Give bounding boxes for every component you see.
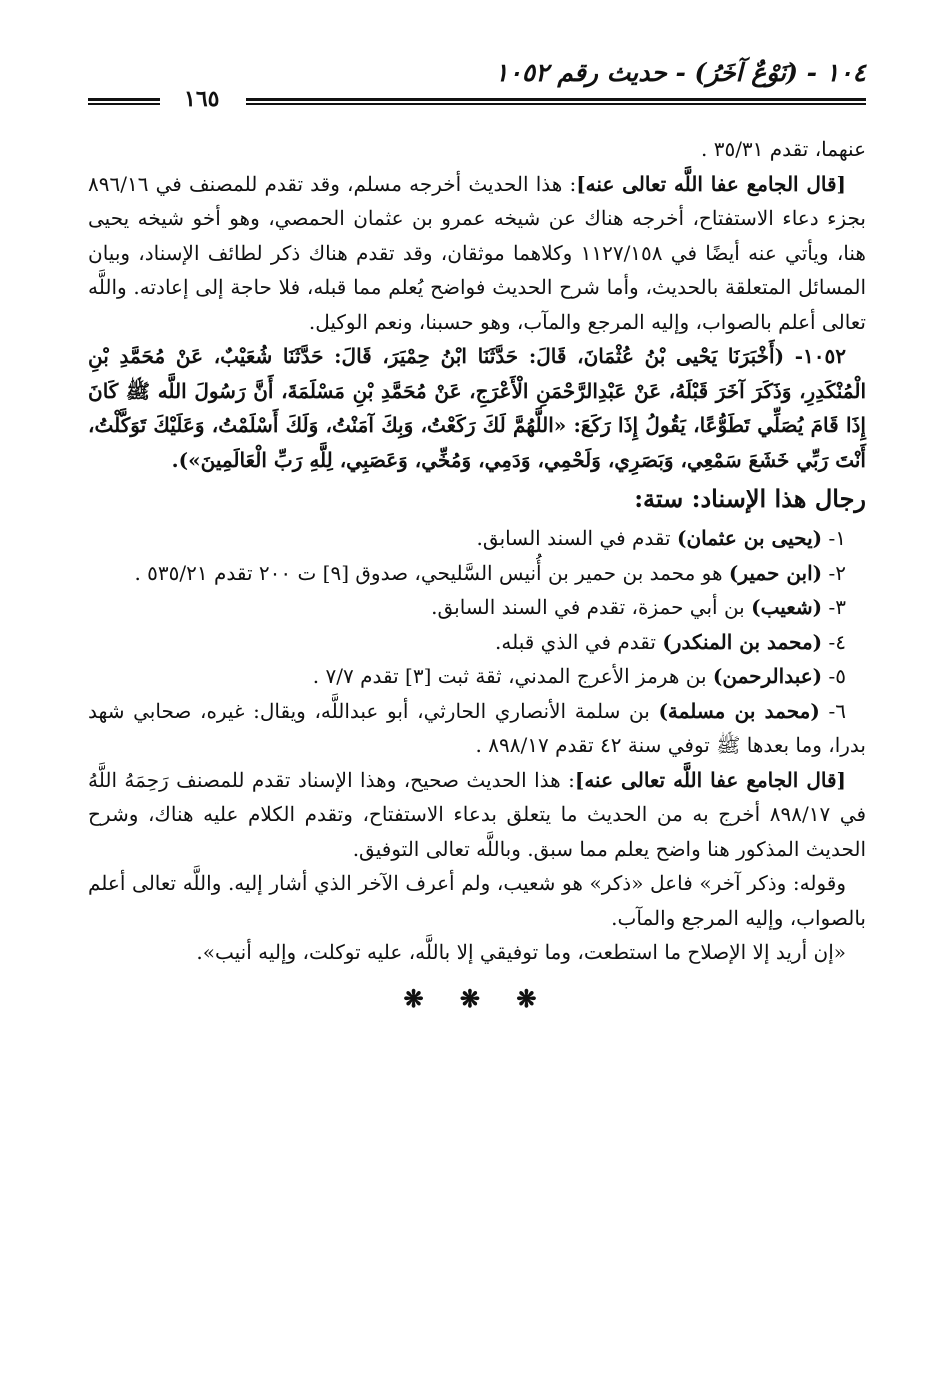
header-rule-short [88,98,160,105]
running-title: ١٠٤ - (نَوْعٌ آخَرُ) - حديث رقم ١٠٥٢ [494,58,866,87]
narrator-info: هو محمد بن حمير بن أُنيس السَّليحي، صدوق [٩] ت ٢٠٠ تقدم ٥٣٥/٢١ . [134,560,729,585]
narrator-item [88,659,866,694]
narrator-item [88,521,866,556]
commentary-lead: [قال الجامع عفا اللَّه تعالى عنه] [574,767,846,792]
narrator-info: تقدم في الذي قبله. [495,629,663,654]
hadith-text: ١٠٥٢- (أَخْبَرَنَا يَحْيى بْنُ عُثْمَانَ، قَالَ: حَدَّثَنَا ابْنُ حِمْيَرَ، قَالَ: حَدَّثَنَا شُعَيْبٌ، عَنْ مُحَمَّدِ بْنِ الْمُنْكَدِرِ، وَذَكَرَ آخَرَ قَبْلَهُ، عَنْ عَبْدِالرَّحْمَنِ الْأَعْرَجِ، عَنْ مُحَمَّدِ بْنِ مَسْلَمَةَ، أَنَّ رَسُولَ اللَّه ﷺ كَانَ إِذَا قَامَ يُصَلِّي تَطَوُّعًا، يَقُولُ إِذَا رَكَعَ: «اللَّهُمَّ لَكَ رَكَعْتُ، وَبِكَ آمَنْتُ، وَلَكَ أَسْلَمْتُ، وَعَلَيْكَ تَوَكَّلْتُ، أَنْتَ رَبِّي خَشَعَ سَمْعِي، وَبَصَرِي، وَلَحْمِي، وَدَمِي، وَمُخِّي، وَعَصَبِي، لِلَّهِ رَبِّ الْعَالَمِينَ»). [88,344,866,472]
narrator-number: ٥- [822,664,846,688]
narrator-name: (عبدالرحمن) [712,664,823,688]
narrator-number: ٤- [822,629,846,654]
commentary-lead: [قال الجامع عفا اللَّه تعالى عنه] [576,171,846,196]
narrator-info: بن أبي حمزة، تقدم في السند السابق. [431,595,752,619]
section-title: رجال هذا الإسناد: ستة: [634,484,866,513]
narrator-number: ١- [822,526,846,550]
narrator-item [88,556,866,591]
narrator-number: ٢- [822,560,846,585]
paragraph-continuation: عنهما، تقدم ٣٥/٣١ . [700,137,866,161]
narrator-item [88,625,866,660]
narrator-name: (محمد بن مسلمة) [658,698,820,723]
page-header [88,52,866,132]
paragraph-closing-verse: «إن أريد إلا الإصلاح ما استطعت، وما توفيقي إلا باللَّه، عليه توكلت، وإليه أنيب». [196,940,846,964]
book-page [88,52,866,1352]
narrator-number: ٣- [822,595,846,619]
narrator-name: (محمد بن المنكدر) [662,629,823,654]
narrator-info: بن هرمز الأعرج المدني، ثقة ثبت [٣] تقدم ٧/٧ . [312,664,713,688]
paragraph-commentary-2 [88,763,866,867]
commentary-text: : هذا الحديث صحيح، وهذا الإسناد تقدم للمصنف رَحِمَهُ اللَّهُ في ٨٩٨/١٧ أخرج به من الحديث ما يتعلق بدعاء الاستفتاح، وتقدم الكلام عليه هناك، وشرح الحديث المذكور هنا واضح يعلم مما سبق. وباللَّه تعالى التوفيق. [88,767,867,861]
page-number: ١٦٥ [184,86,220,112]
paragraph-commentary-1 [88,167,866,340]
narrator-info: تقدم في السند السابق. [476,526,677,550]
narrator-name: (ابن حمير) [728,560,823,585]
section-end-stars: ❋ ❋ ❋ [403,983,551,1013]
narrator-name: (يحيى بن عثمان) [676,526,823,550]
paragraph-note: وقوله: وذكر آخر» فاعل «ذكر» هو شعيب، ولم أعرف الآخر الذي أشار إليه. واللَّه تعالى أعلم بالصواب، وإليه المرجع والمآب. [88,871,866,930]
narrator-name: (شعيب) [751,595,823,619]
page-body [88,132,866,1016]
narrator-item [88,590,866,625]
narrator-number: ٦- [819,698,846,723]
narrator-item [88,694,866,763]
commentary-text: : هذا الحديث أخرجه مسلم، وقد تقدم للمصنف في ٨٩٦/١٦ بجزء دعاء الاستفتاح، أخرجه هناك عن شيخه عمرو بن عثمان الحمصي، وهو أخو شيخه يحيى هنا، ويأتي عنه أيضًا في ١١٢٧/١٥٨ وكلاهما موثقان، وقد تقدم هناك ذكر لطائف الإسناد، وبيان المسائل المتعلقة بالحديث، وأما شرح الحديث فواضح يُعلم مما قبله، فلا حاجة إلى إعادته. واللَّه تعالى أعلم بالصواب، وإليه المرجع والمآب، وهو حسبنا، ونعم الوكيل. [88,171,866,334]
narrator-info: بن سلمة الأنصاري الحارثي، أبو عبداللَّه، ويقال: غيره، صحابي شهد بدرا، وما بعدها ﷺ توفي سنة ٤٢ تقدم ٨٩٨/١٧ . [88,698,866,757]
header-rule-long [246,98,866,105]
